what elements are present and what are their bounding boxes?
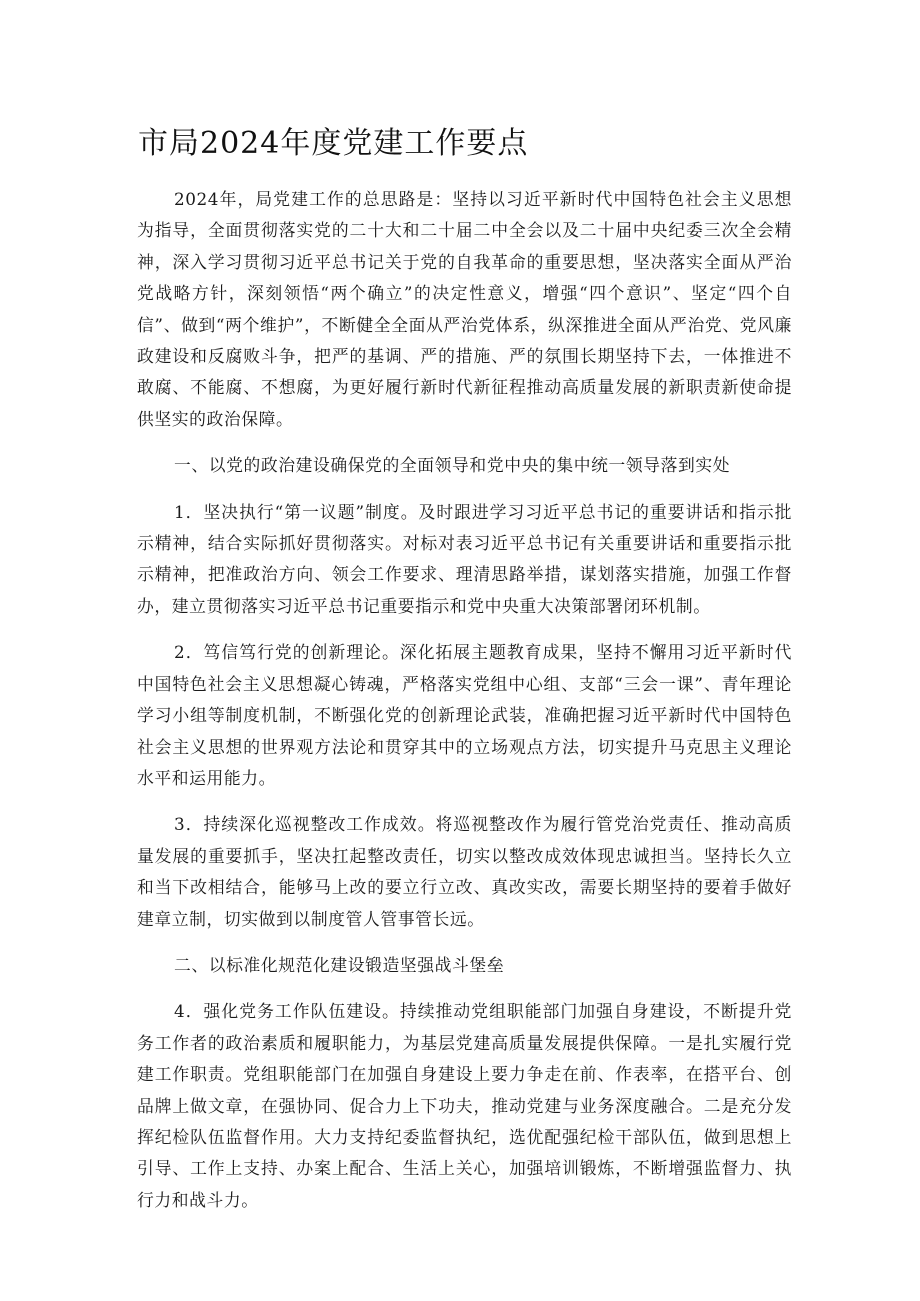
- document-title: 市局2024年度党建工作要点: [138, 126, 529, 161]
- section-heading-2: 二、以标准化规范化建设锻造坚强战斗堡垒: [173, 954, 505, 975]
- item-paragraph-1: 1．坚决执行“第一议题”制度。及时跟进学习习近平总书记的重要讲话和指示批示精神，结合实际抓好贯彻落实。对标对表习近平总书记有关重要讲话和重要指示批示精神，把准政治方向、领会工作要求、理清思路举措，谋划落实措施，加强工作督办，建立贯彻落实习近平总书记重要指示和党中央重大决策部署闭环机制。: [137, 501, 792, 616]
- section-heading-1: 一、以党的政治建设确保党的全面领导和党中央的集中统一领导落到实处: [173, 455, 731, 476]
- item-paragraph-2: 2．笃信笃行党的创新理论。深化拓展主题教育成果，坚持不懈用习近平新时代中国特色社会主义思想凝心铸魂，严格落实党组中心组、支部“三会一课”、青年理论学习小组等制度机制，不断强化党的创新理论武装，准确把握习近平新时代中国特色社会主义思想的世界观方法论和贯穿其中的立场观点方法，切实提升马克思主义理论水平和运用能力。: [137, 642, 792, 788]
- item-paragraph-3: 3．持续深化巡视整改工作成效。将巡视整改作为履行管党治党责任、推动高质量发展的重要抓手，坚决扛起整改责任，切实以整改成效体现忠诚担当。坚持长久立和当下改相结合，能够马上改的要立行立改、真改实改，需要长期坚持的要着手做好建章立制，切实做到以制度管人管事管长远。: [137, 814, 792, 929]
- item-paragraph-4: 4．强化党务工作队伍建设。持续推动党组职能部门加强自身建设，不断提升党务工作者的政治素质和履职能力，为基层党建高质量发展提供保障。一是扎实履行党建工作职责。党组职能部门在加强自身建设上要力争走在前、作表率，在搭平台、创品牌上做文章，在强协同、促合力上下功夫，推动党建与业务深度融合。二是充分发挥纪检队伍监督作用。大力支持纪委监督执纪，选优配强纪检干部队伍，做到思想上引导、工作上支持、办案上配合、生活上关心，加强培训锻炼，不断增强监督力、执行力和战斗力。: [137, 1001, 792, 1210]
- intro-paragraph: 2024年，局党建工作的总思路是：坚持以习近平新时代中国特色社会主义思想为指导，全面贯彻落实党的二十大和二十届二中全会以及二十届中央纪委三次全会精神，深入学习贯彻习近平总书记关于党的自我革命的重要思想，坚决落实全面从严治党战略方针，深刻领悟“两个确立”的决定性意义，增强“四个意识”、坚定“四个自信”、做到“两个维护”，不断健全全面从严治党体系，纵深推进全面从严治党、党风廉政建设和反腐败斗争，把严的基调、严的措施、严的氛围长期坚持下去，一体推进不敢腐、不能腐、不想腐，为更好履行新时代新征程推动高质量发展的新职责新使命提供坚实的政治保障。: [137, 189, 792, 429]
- document-body: [137, 184, 792, 1216]
